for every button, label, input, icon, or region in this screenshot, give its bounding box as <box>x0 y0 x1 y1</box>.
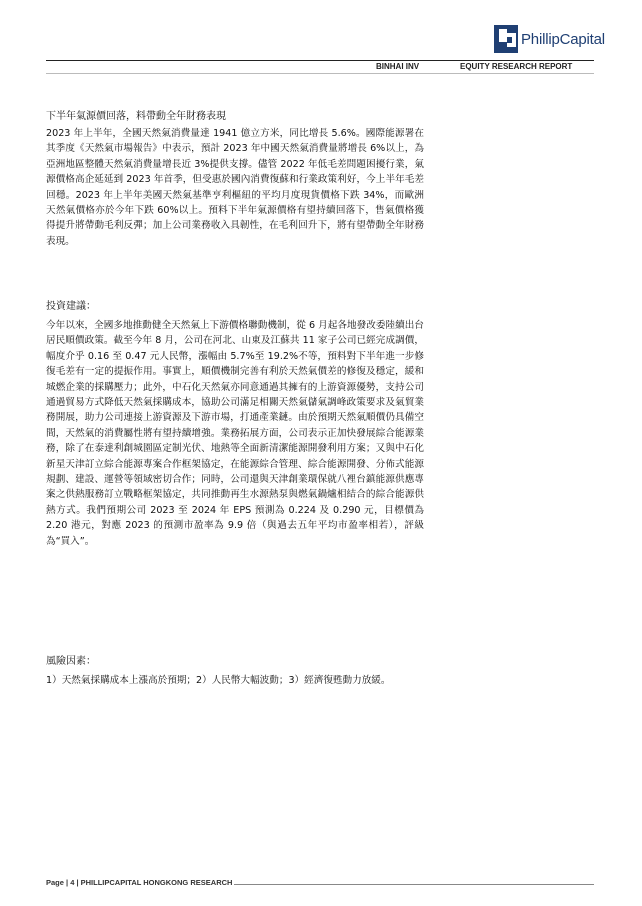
section-heading: 下半年氣源價回落，料帶動全年財務表現 <box>46 111 226 122</box>
phillipcapital-logo <box>494 25 605 53</box>
section-body: 今年以來，全國多地推動健全天然氣上下游價格聯動機制，從 6 月起各地發改委陸續出台居民順價政策。截至今年 8 月，公司在河北、山東及江蘇共 11 家子公司已經完成調價，幅度介乎 0.16 至 0.47 元人民幣，漲幅由 5.7%至 19.2%不等，預料對下半年進一步修復毛差有一定的提振作用。事實上，順價機制完善有利於天然氣價差的修復及穩定，緩和城燃企業的採購壓力；此外，中石化天然氣亦同意通過其擁有的上游資源優勢，支持公司通過貿易方式降低天然氣採購成本，協助公司滿足相關天然氣儲氣調峰政策要求及氣貿業務開展，助力公司連接上游資源及下游市場，打通產業鏈。由於預期天然氣順價仍具備空間，天然氣的消費屬性將有望持續增強。業務拓展方面，公司表示正加快發展綜合能源業務，除了在泰達利創城園區定制光伏、地熱等全面新清潔能源開發利用方案；又與中石化新星天津訂立綜合能源專案合作框架協定，在能源綜合管理、綜合能源開發、分佈式能源規劃、建設、運營等領域密切合作；同時，公司還與天津創業環保就八裡台鎮能源供應專案之供熱服務訂立戰略框架協定，共同推動再生水源熱泵與燃氣鍋爐相結合的綜合能源供熱方式。我們預期公司 2023 至 2024 年 EPS 預測為 0.224 及 0.290 元，目標價為 2.20 港元，對應 2023 的預測市盈率為 9.9 倍（與過去五年平均市盈率相若），評級為“買入”。 <box>46 320 424 547</box>
section-body: 1）天然氣採購成本上漲高於預期；2）人民幣大幅波動；3）經濟復甦動力放緩。 <box>46 675 391 686</box>
header-divider <box>46 60 594 61</box>
report-type-label: EQUITY RESEARCH REPORT <box>460 62 573 71</box>
page-footer: Page | 4 | PHILLIPCAPITAL HONGKONG RESEARCH <box>46 878 233 887</box>
section-investment-advice <box>46 300 424 549</box>
section-heading: 投資建議： <box>46 301 96 312</box>
company-label: BINHAI INV <box>376 62 420 71</box>
section-body: 2023 年上半年，全國天然氣消費量達 1941 億立方米，同比增長 5.6%。國際能源署在其季度《天然氣市場報告》中表示，預計 2023 年中國天然氣消費量將增長 6%以上，為亞洲地區整體天然氣消費量增長近 3%提供支撐。儘管 2022 年低毛差問題困擾行業，氣源價格高企延延到 2023 年首季，但受惠於國內消費復蘇和行業政策利好，今上半年毛差回穩。2023 年上半年美國天然氣基準亨利樞紐的平均月度現貨價格下跌 34%，而歐洲天然氣價格亦於今年下跌 60%以上。預料下半年氣源價格有望持續回落下，售氣價格獲得提升將帶動毛利反彈；加上公司業務收入具韌性，在毛利回升下，將有望帶動全年財務表現。 <box>46 128 424 247</box>
logo-text: PhillipCapital <box>521 30 605 48</box>
header-subdivider <box>46 73 594 74</box>
logo-p-icon <box>494 25 518 53</box>
section-heading: 風險因素： <box>46 656 96 667</box>
section-risk-factors <box>46 655 424 688</box>
section-gas-price <box>46 110 424 249</box>
